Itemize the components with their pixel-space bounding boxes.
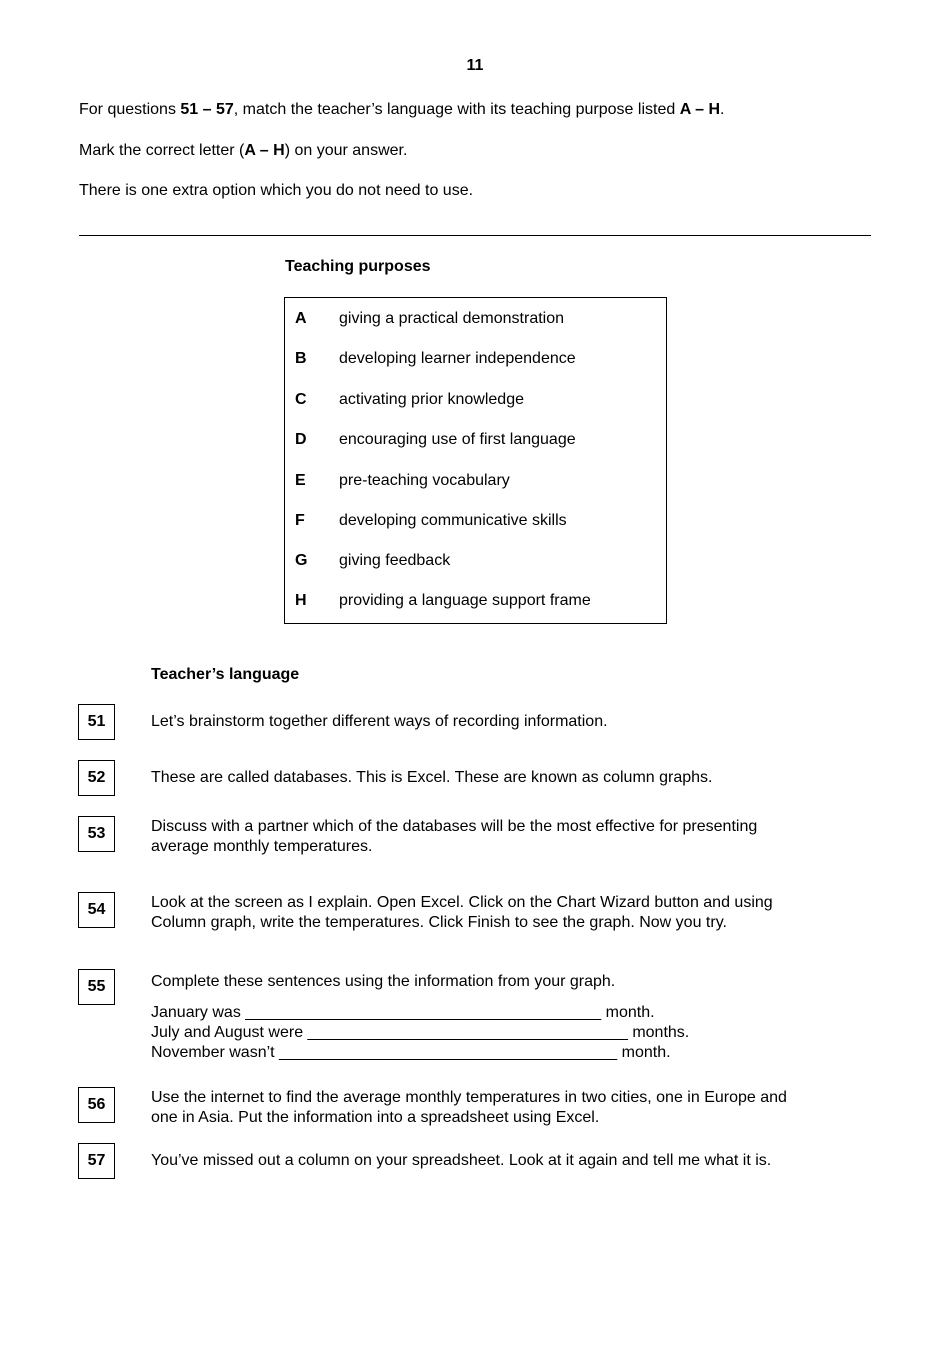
question-text-line: average monthly temperatures.: [151, 838, 373, 855]
option-text: giving a practical demonstration: [339, 310, 565, 327]
instruction-text: ) on your answer.: [284, 142, 408, 159]
question-text-line: You’ve missed out a column on your spreadsheet. Look at it again and tell me what it is.: [151, 1152, 772, 1169]
question-number-box[interactable]: 56: [78, 1087, 115, 1123]
option-text: pre-teaching vocabulary: [339, 472, 510, 489]
option-letter: E: [295, 472, 306, 489]
gap-fill-line: January was ________________________________________ month.: [151, 1004, 655, 1021]
question-text: [151, 1151, 871, 1171]
question-text-line: Let’s brainstorm together different ways of recording information.: [151, 713, 608, 730]
question-text-line: Use the internet to find the average monthly temperatures in two cities, one in Europe and: [151, 1089, 787, 1106]
question-text-line: Column graph, write the temperatures. Click Finish to see the graph. Now you try.: [151, 914, 727, 931]
option-letter: A: [295, 310, 307, 327]
question-number-box[interactable]: 54: [78, 892, 115, 928]
options-box: [284, 297, 667, 624]
option-text: developing learner independence: [339, 350, 576, 367]
page-number: 11: [466, 57, 484, 74]
option-letter: G: [295, 552, 308, 569]
divider: [79, 235, 871, 236]
instruction-text: , match the teacher’s language with its teaching purpose listed: [233, 101, 680, 118]
question-text-line: Complete these sentences using the information from your graph.: [151, 973, 616, 990]
gap-fill-line: July and August were ____________________________________ months.: [151, 1024, 690, 1041]
gap-fill-sentences: [151, 1003, 871, 1063]
option-letter: F: [295, 512, 305, 529]
option-text: giving feedback: [339, 552, 451, 569]
question-number-box[interactable]: 51: [78, 704, 115, 740]
question-text: [151, 893, 871, 933]
letter-range: A – H: [244, 142, 285, 159]
question-text-line: Discuss with a partner which of the databases will be the most effective for presenting: [151, 818, 758, 835]
question-text: [151, 768, 871, 788]
question-text-line: Look at the screen as I explain. Open Excel. Click on the Chart Wizard button and using: [151, 894, 773, 911]
question-range: 51 – 57: [180, 101, 234, 118]
instruction-line-1: [79, 101, 724, 119]
option-letter: D: [295, 431, 307, 448]
letter-range: A – H: [679, 101, 720, 118]
option-letter: C: [295, 391, 307, 408]
option-text: encouraging use of first language: [339, 431, 576, 448]
question-number-box[interactable]: 53: [78, 816, 115, 852]
question-number-box[interactable]: 57: [78, 1143, 115, 1179]
question-text: [151, 972, 871, 992]
instruction-text: For questions: [79, 101, 181, 118]
question-number-box[interactable]: 52: [78, 760, 115, 796]
instruction-line-3: There is one extra option which you do not need to use.: [79, 182, 474, 199]
question-text: [151, 817, 871, 857]
questions-heading: Teacher’s language: [151, 666, 300, 683]
option-text: providing a language support frame: [339, 592, 591, 609]
instruction-text: Mark the correct letter (: [79, 142, 245, 159]
option-letter: H: [295, 592, 307, 609]
question-text-line: These are called databases. This is Excel. These are known as column graphs.: [151, 769, 713, 786]
question-text: [151, 1088, 871, 1128]
option-text: activating prior knowledge: [339, 391, 524, 408]
question-text: [151, 712, 871, 732]
option-text: developing communicative skills: [339, 512, 567, 529]
instruction-text: .: [720, 101, 725, 118]
instruction-line-2: [79, 142, 407, 160]
question-text-line: one in Asia. Put the information into a spreadsheet using Excel.: [151, 1109, 600, 1126]
option-letter: B: [295, 350, 307, 367]
options-heading: Teaching purposes: [285, 258, 431, 275]
question-number-box[interactable]: 55: [78, 969, 115, 1005]
gap-fill-line: November wasn’t ______________________________________ month.: [151, 1044, 671, 1061]
